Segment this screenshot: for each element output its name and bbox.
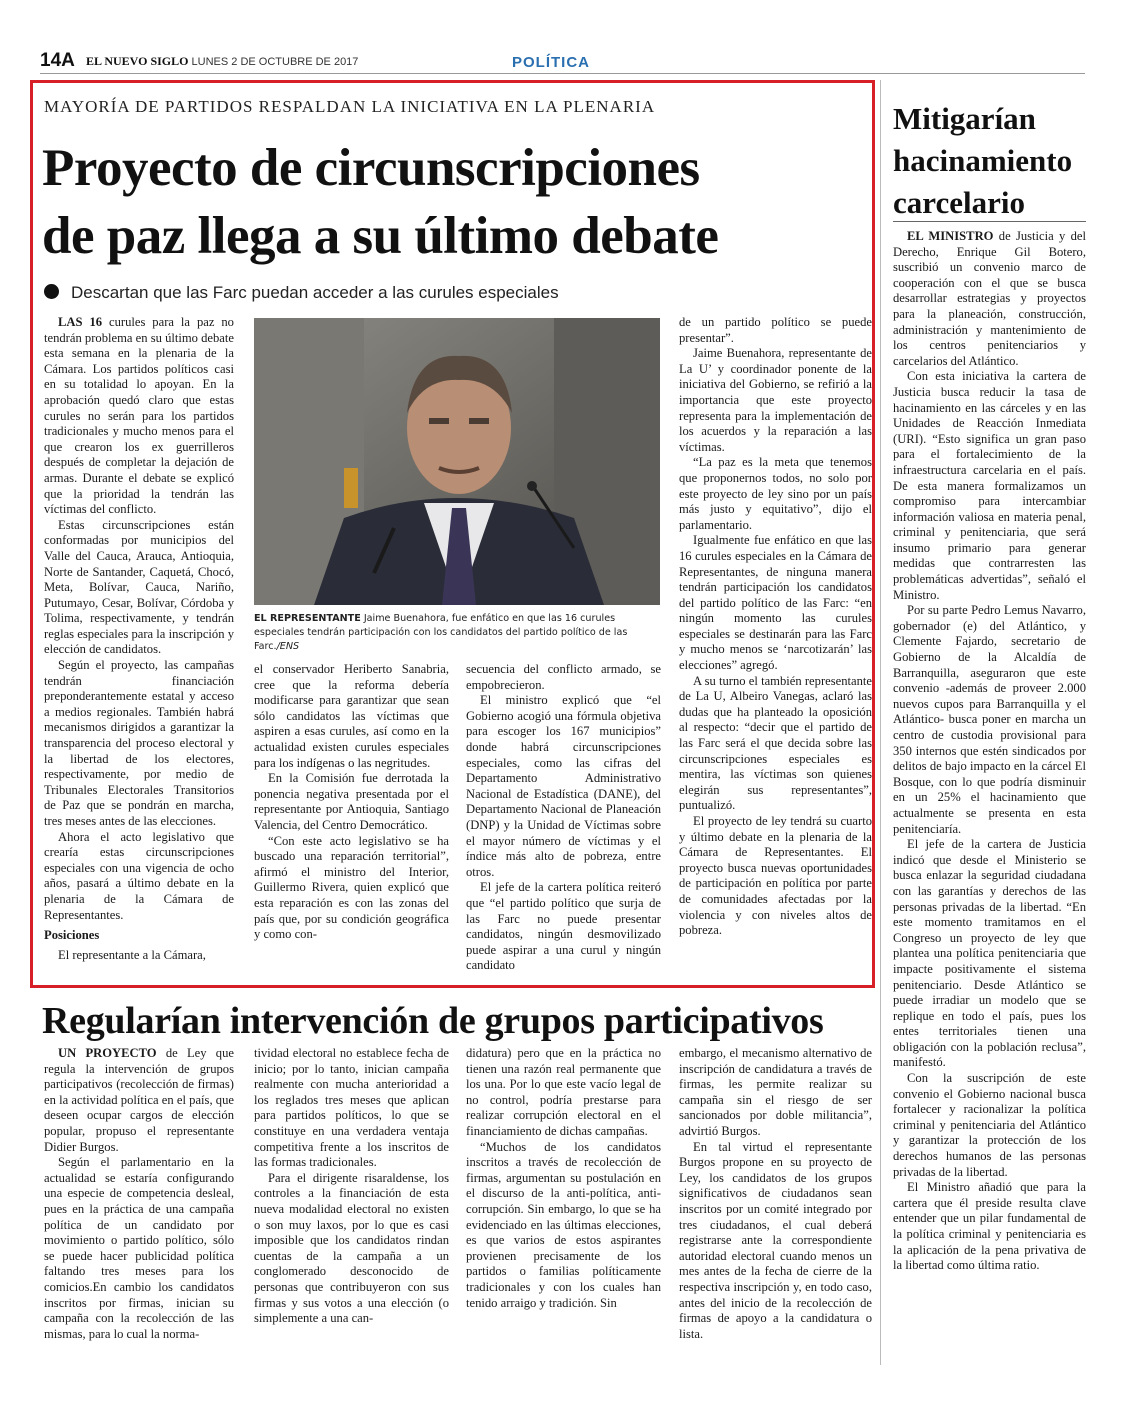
publication-date: LUNES 2 DE OCTUBRE DE 2017 (191, 56, 359, 68)
paragraph: de un partido político se puede presentar”. (679, 315, 872, 345)
paragraph (893, 229, 1086, 369)
page-number: 14A (40, 50, 75, 71)
subtitle-text: Descartan que las Farc puedan acceder a las curules especiales (71, 283, 559, 302)
side-title-rule (893, 221, 1086, 222)
paragraph: Jaime Buenahora, representante de La U’ y coordinador ponente de la iniciativa del Gobierno, se refirió a la importancia que este proyecto representa para la implementación de los acuerdos y la reparación a las víctimas. (679, 346, 872, 454)
lead-in: LAS 16 (58, 315, 103, 329)
text: de Justicia y del Derecho, Enrique Gil Botero, suscribió un convenio marco de cooperación con el que se busca desarrollar estrategias y proyectos para la planeación, construcción, administración y mantenimiento de los centros penitenciarios y carcelarios del Atlántico. (893, 229, 1086, 368)
paragraph: Estas circunscripciones están conformadas por municipios del Valle del Cauca, Arauca, Antioquia, Norte de Santander, Caquetá, Chocó, Meta, Bolívar, Cauca, Nariño, Putumayo, Cesar, Bolívar, Córdoba y Tolima, respectivamente, y tendrán reglas especiales para la inscripción y elección de candidatos. (44, 517, 234, 657)
second-column-1 (44, 1046, 234, 1342)
main-column-4 (679, 315, 872, 939)
paragraph: Igualmente fue enfático en que las 16 curules especiales en la Cámara de Representantes, de ninguna manera tendrán participación los candidatos del partido político de las Farc: “en ningún momento las curules especiales se destinarán para las Farc y mucho menos se ‘narcotizarán’ las elecciones” agregó. (679, 533, 872, 673)
main-column-2 (254, 662, 449, 943)
text: de Ley que regula la intervención de grupos participativos (recolección de firmas) en la actividad política en el país, que deseen ocupar cargos de elección popular, propuso el representante Didier Burgos. (44, 1046, 234, 1154)
paragraph: Con esta iniciativa la cartera de Justicia busca reducir la tasa de hacinamiento en las cárceles y en las Unidades de Reacción Inmediata (URI). “Esto significa un gran paso para el fortalecimiento de la infraestructura carcelaria en el país. De esta manera formalizamos un compromiso para intercambiar información valiosa en materia penal, criminal y penitenciaria, que será insumo primario para generar medidas que contrarresten las problemáticas advertidas”, señaló el Ministro. (893, 369, 1086, 602)
paragraph (44, 315, 234, 518)
subheading: Posiciones (44, 928, 100, 943)
main-column-3 (466, 662, 661, 974)
publication-line (86, 54, 358, 69)
section-label: POLÍTICA (512, 54, 590, 71)
main-column-1 (44, 315, 234, 963)
second-column-2 (254, 1046, 449, 1327)
paragraph: el conservador Heriberto Sanabria, cree que la reforma debería modificarse para garantizar que sean sólo candidatos las víctimas que aspiren a esas curules, así como en la actualidad existen curules especiales para los indígenas o las negritudes. (254, 662, 449, 770)
paragraph: En la Comisión fue derrotada la ponencia negativa presentada por el representante por Antioquia, Santiago Valencia, del Centro Democrático. (254, 771, 449, 832)
paragraph: tividad electoral no establece fecha de inicio; por lo tanto, inician campaña realmente con mucha anterioridad a los reglados tres meses que aplican para partidos políticos, lo que se constituye en una verdadera ventaja competitiva frente a los inscritos de las formas tradicionales. (254, 1046, 449, 1170)
photo-caption (254, 612, 660, 654)
column-divider (880, 80, 881, 1365)
second-article-title: Regularían intervención de grupos participativos (42, 1000, 824, 1042)
paragraph: Con la suscripción de este convenio el Gobierno nacional busca fortalecer y racionalizar la política criminal y penitenciaria del Atlántico y garantizar la protección de los derechos humanos de las personas privadas de la libertad. (893, 1071, 1086, 1179)
side-article-body (893, 229, 1086, 1274)
title-line-2: de paz llega a su último debate (42, 207, 719, 265)
article-kicker: MAYORÍA DE PARTIDOS RESPALDAN LA INICIATIVA EN LA PLENARIA (44, 97, 656, 116)
lead-in: EL MINISTRO (907, 229, 994, 243)
title-line-1: Proyecto de circunscripciones (42, 139, 700, 197)
article-photo (254, 318, 660, 605)
paragraph: El Ministro añadió que para la cartera que él preside resulta clave entender que un pilar fundamental de la política criminal y penitenciaria es la aplicación de la pena privativa de la libertad como última ratio. (893, 1180, 1086, 1273)
paragraph: El ministro explicó que “el Gobierno acogió una fórmula objetiva para escoger los 167 municipios” donde habrá circunscripciones especiales, como las cifras del Departamento Administrativo Nacional de Estadística (DANE), del Departamento Nacional de Planeación (DNP) y la Unidad de Víctimas sobre el mayor número de víctimas y el índice más alto de pobreza, entre otros. (466, 693, 661, 879)
photo-illustration (254, 318, 660, 605)
side-article-title: Mitigarían hacinamiento carcelario (893, 101, 1073, 220)
text: curules para la paz no tendrán problema en su último debate esta semana en la plenaria de la Cámara. Los partidos políticos casi en su totalidad lo apoyan. En la aprobación quedó claro que estas curules no serán para los partidos tradicionales y mucho menos para el que crearon los ex guerrilleros después de completar la dejación de armas. Durante el debate se explicó que la prioridad la tendrán las víctimas del conflicto. (44, 315, 234, 517)
paragraph: secuencia del conflicto armado, se empobrecieron. (466, 662, 661, 692)
paragraph: Ahora el acto legislativo que crearía estas circunscripciones especiales con una vigencia de ocho años, pasará a último debate en la plenaria de la Cámara de Representantes. (44, 829, 234, 922)
article-subtitle (44, 283, 559, 303)
lead-in: UN PROYECTO (58, 1046, 157, 1060)
paragraph: Para el dirigente risaraldense, los controles a la financiación de esta nueva modalidad electoral no existen o son muy laxos, por lo que es casi imposible que los candidatos rindan cuentas de la campaña a un conglomerado desconocido de personas que contribuyeron con sus firmas y sus votos a una elección (o simplemente a una can- (254, 1170, 449, 1326)
paragraph: “Con este acto legislativo se ha buscado una reparación territorial”, afirmó el ministro del Interior, Guillermo Rivera, quien explicó que esta reparación es con las zonas del país que, por su condición geográfica y como con- (254, 833, 449, 942)
paragraph: El jefe de la cartera política reiteró que “el partido político que surja de las Farc no puede presentar candidatos, ningún desmovilizado puede aspirar a una curul y ningún candidato (466, 880, 661, 973)
paragraph: embargo, el mecanismo alternativo de inscripción de candidatura a través de firmas, les permite realizar su campaña sin el riesgo de ser sancionados por doble militancia”, advirtió Burgos. (679, 1046, 872, 1138)
paragraph: didatura) pero que en la práctica no tienen una razón real permanente que los una. Por lo que este vacío legal de no control, podría prestarse para realizar corrupción electoral en el financiamiento de dichas campañas. (466, 1046, 661, 1138)
caption-credit: /ENS (276, 641, 300, 652)
header-rule (40, 73, 1085, 74)
paragraph: En tal virtud el representante Burgos propone en su proyecto de Ley, los candidatos de los grupos significativos de ciudadanos sean inscritos por un comité integrado por tres ciudadanos, el cual deberá registrarse ante la correspondiente autoridad electoral cuando menos un mes antes de la fecha de cierre de la respectiva inscripción y, en todo caso, antes del inicio de la recolección de firmas de apoyo a la candidatura o lista. (679, 1139, 872, 1341)
article-title (42, 134, 842, 270)
paragraph: Por su parte Pedro Lemus Navarro, gobernador (e) del Atlántico, y Clemente Fajardo, secretario de Gobierno de la Alcaldía de Barranquilla, aseguraron que este convenio -además de proveer 2.000 nuevos cupos para Barranquilla y el Atlántico- busca poner en marcha un centro de custodia provisional para 350 internos que estén sindicados por delitos de bajo impacto en la cárcel El Bosque, con lo que podría disminuir en un 25% el hacinamiento que actualmente se presenta en esta penitenciaría. (893, 603, 1086, 836)
paragraph: El proyecto de ley tendrá su cuarto y último debate en la plenaria de la Cámara de Representantes. El proyecto busca nuevas oportunidades de participación en política por parte de comunidades afectadas por la violencia y con niveles altos de pobreza. (679, 814, 872, 938)
paragraph: Según el parlamentario en la actualidad se estaría configurando una especie de competencia desleal, pues en la práctica de una campaña política de un candidato por movimiento o partido político, sólo se puede hacer publicidad política faltando tres meses para los comicios.En cambio los candidatos inscritos por firmas, inician su campaña con la recolección de las mismas, para lo cual la norma- (44, 1155, 234, 1341)
paragraph: A su turno el también representante de La U, Albeiro Vanegas, aclaró las dudas que ha planteado la oposición al respecto: “decir que el partido de las Farc será el que decida sobre las circunscripciones especiales es mentira, las víctimas son quienes elegirán sus representantes”, puntualizó. (679, 673, 872, 813)
publication-name: EL NUEVO SIGLO (86, 54, 189, 68)
paragraph: El jefe de la cartera de Justicia indicó que desde el Ministerio se busca enlazar la seguridad ciudadana con las garantías y derechos de las personas privadas de la libertad. “En este momento tramitamos en el Congreso un proyecto de ley que plantea una política penitenciaria que impacte positivamente el sistema penitenciario. Desde Atlántico se puede irradiar un modelo que se replique en todo el país, pues los entes territoriales tienen una obligación con la población reclusa”, manifestó. (893, 837, 1086, 1070)
caption-lead: EL REPRESENTANTE (254, 613, 361, 624)
caption-text: Jaime Buenahora, fue enfático en que las 16 curules especiales tendrán participación con los candidatos del partido político de las Farc. (254, 613, 628, 652)
paragraph (44, 1046, 234, 1155)
paragraph: “La paz es la meta que tenemos que proponernos todos, no solo por este proyecto de ley sino por un país más justo y equitativo”, dijo el parlamentario. (679, 455, 872, 532)
second-column-3 (466, 1046, 661, 1311)
bullet-icon (44, 284, 59, 299)
paragraph: Según el proyecto, las campañas tendrán financiación preponderantemente estatal y acceso a medios regionales. También habrá mecanismos dirigidos a garantizar la transparencia del proceso electoral y la libertad de los electores, respectivamente, por medio de Tribunales Electorales Transitorios de Paz que se pondrán en marcha, tres meses antes de las elecciones. (44, 658, 234, 828)
paragraph: “Muchos de los candidatos inscritos a través de recolección de firmas, argumentan su postulación en el discurso de la anti-política, anti-corrupción. Sin embargo, lo que se ha evidenciado en las últimas elecciones, es que varios de estos aspirantes provienen precisamente de los partidos o familias políticamente tradicionales y con los cuales han tenido arraigo y tradición. Sin (466, 1139, 661, 1310)
second-column-4 (679, 1046, 872, 1342)
paragraph: El representante a la Cámara, (58, 947, 206, 962)
